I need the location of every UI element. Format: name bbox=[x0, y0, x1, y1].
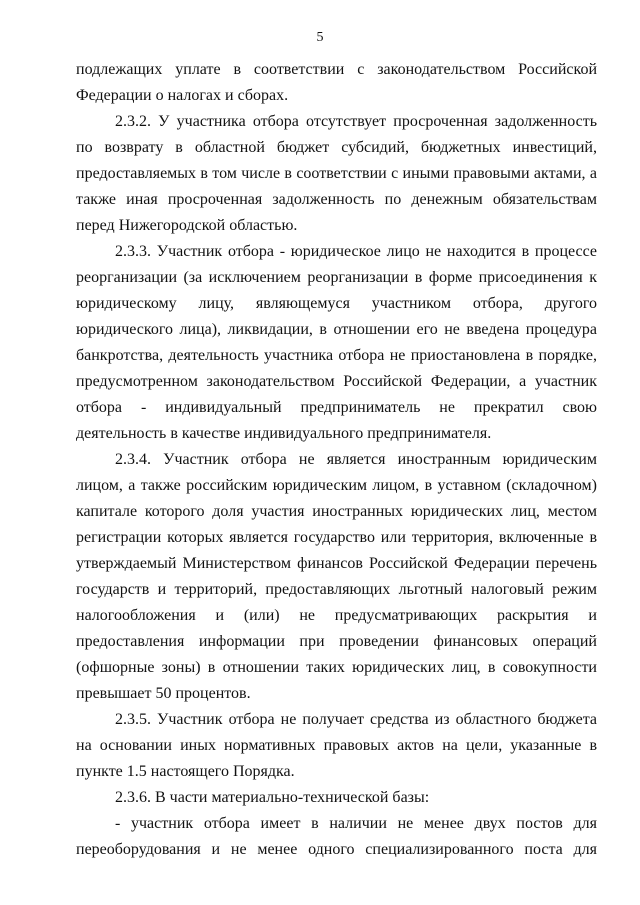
paragraph-2-3-2: 2.3.2. У участника отбора отсутствует просроченная задолженность по возврату в областной бюджет субсидий, бюджетных инвестиций, предоставляемых в том числе в соответствии с иными правовыми актами, а также иная просроченная задолженность по денежным обязательствам перед Нижегородской областью. bbox=[76, 113, 597, 234]
document-body bbox=[76, 57, 597, 863]
paragraph-continuation: подлежащих уплате в соответствии с законодательством Российской Федерации о налогах и сборах. bbox=[76, 61, 597, 104]
paragraph-2-3-5: 2.3.5. Участник отбора не получает средства из областного бюджета на основании иных нормативных правовых актов на цели, указанные в пункте 1.5 настоящего Порядка. bbox=[76, 711, 597, 780]
paragraph-list-item: - участник отбора имеет в наличии не менее двух постов для переоборудования и не менее одного специализированного поста для bbox=[76, 815, 597, 858]
paragraph-2-3-4: 2.3.4. Участник отбора не является иностранным юридическим лицом, а также российским юридическим лицом, в уставном (складочном) капитале которого доля участия иностранных юридических лиц, местом регистрации которых является государство или территория, включенные в утверждаемый Министерством финансов Российской Федерации перечень государств и территорий, предоставляющих льготный налоговый режим налогообложения и (или) не предусматривающих раскрытия и предоставления информации при проведении финансовых операций (офшорные зоны) в отношении таких юридических лиц, в совокупности превышает 50 процентов. bbox=[76, 451, 597, 702]
paragraph-2-3-3: 2.3.3. Участник отбора - юридическое лицо не находится в процессе реорганизации (за исключением реорганизации в форме присоединения к юридическому лицу, являющемуся участником отбора, другого юридического лица), ликвидации, в отношении его не введена процедура банкротства, деятельность участника отбора не приостановлена в порядке, предусмотренном законодательством Российской Федерации, а участник отбора - индивидуальный предприниматель не прекратил свою деятельность в качестве индивидуального предпринимателя. bbox=[76, 243, 597, 442]
page-number: 5 bbox=[316, 30, 324, 45]
paragraph-2-3-6: 2.3.6. В части материально-технической базы: bbox=[115, 789, 430, 806]
